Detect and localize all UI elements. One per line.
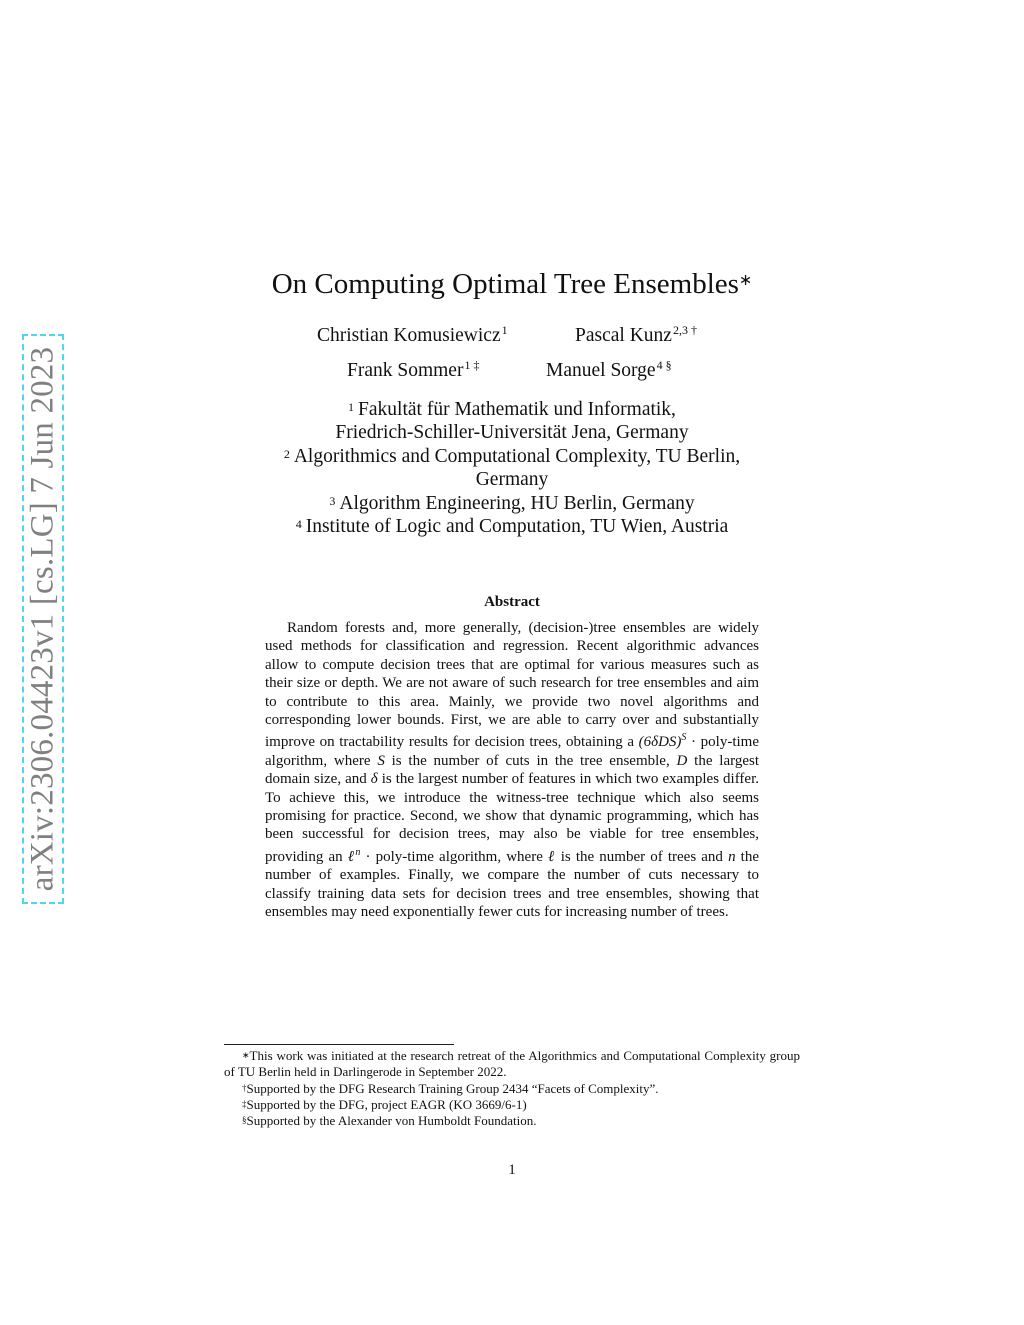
formula-6-delta-d-s: (6δDS) — [638, 734, 682, 751]
abstract-text: Random forests and, more generally, (decision-)tree ensembles are widely used methods for classification and regression. Recent algorithmic advances allow to compute decision trees that are optimal for various measures such as their size or depth. We are not aware of such research for tree ensembles and aim to contribute to this area. Mainly, we provide two novel algorithms and corresponding lower bounds. First, we are able to carry over and substantially improve on tractability results for decision trees, obtaining a $(6\delta DS)^S$ · poly-time algorithm, where S is the number of cuts in the tree ensemble, D the largest domain size, and δ is the largest number of features in which two examples differ. To achieve this, we introduce the witness-tree technique which also seems promising for practice. Second, we show that dynamic programming, which has been successful for decision trees, may also be viable for tree ensembles, providing an ℓ$^n$ · poly-time algorithm, where ℓ is the number of trees and n the number of examples. Finally, we compare the number of cuts necessary to classify training data sets for decision trees and tree ensembles, showing that ensembles may need exponentially fewer cuts for increasing number of trees. — [265, 620, 760, 921]
abstract-heading: Abstract — [484, 594, 540, 610]
author-komusiewicz — [317, 325, 508, 347]
affiliation-4: $^4$ Institute of Logic and Computation, TU Wien, Austria — [295, 516, 729, 538]
title-footnote-mark: ∗ — [738, 272, 753, 289]
affiliation-1: $^1$ Fakultät für Mathematik und Informatik, — [348, 399, 676, 420]
affiliation-2-cont: Germany — [475, 469, 549, 491]
affiliation-2: $^2$ Algorithmics and Computational Complexity, TU Berlin, — [283, 445, 741, 467]
affiliations — [0, 398, 1024, 538]
footnote-divider — [224, 1044, 454, 1045]
affiliation-3: $^3$ Algorithm Engineering, HU Berlin, Germany — [329, 492, 695, 514]
author-sorge — [546, 360, 672, 382]
page-number: 1 — [508, 1162, 516, 1178]
author-sommer — [347, 360, 479, 382]
footnotes — [224, 1048, 800, 1129]
author-name: Manuel Sorge — [546, 360, 656, 381]
footnote-humboldt: §Supported by the Alexander von Humboldt Foundation. — [242, 1113, 537, 1129]
author-name: Pascal Kunz — [575, 325, 672, 346]
formula-ell-n: ℓ — [347, 848, 356, 865]
author-marks: 1 ‡ — [464, 358, 480, 372]
paper-title — [0, 268, 1024, 301]
author-marks: 4 § — [656, 358, 672, 372]
footnote-retreat: ∗This work was initiated at the research retreat of the Algorithmics and Computational Complexity group of TU Berlin held in Darlingerode in September 2022. — [224, 1048, 800, 1080]
affiliation-1-cont: Friedrich-Schiller-Universität Jena, Germany — [335, 422, 689, 444]
author-name: Christian Komusiewicz — [317, 325, 501, 346]
title-text: On Computing Optimal Tree Ensembles — [271, 268, 739, 300]
footnote-dfg-eagr: ‡Supported by the DFG, project EAGR (KO 3669/6-1) — [242, 1096, 527, 1112]
author-kunz — [575, 325, 697, 347]
footnote-dfg-training: †Supported by the DFG Research Training Group 2434 “Facets of Complexity”. — [242, 1080, 659, 1096]
arxiv-identifier: arXiv:2306.04423v1 [cs.LG] 7 Jun 2023 — [24, 346, 61, 892]
author-marks: 2,3 † — [672, 323, 697, 337]
author-marks: 1 — [501, 323, 508, 337]
author-name: Frank Sommer — [347, 360, 464, 381]
